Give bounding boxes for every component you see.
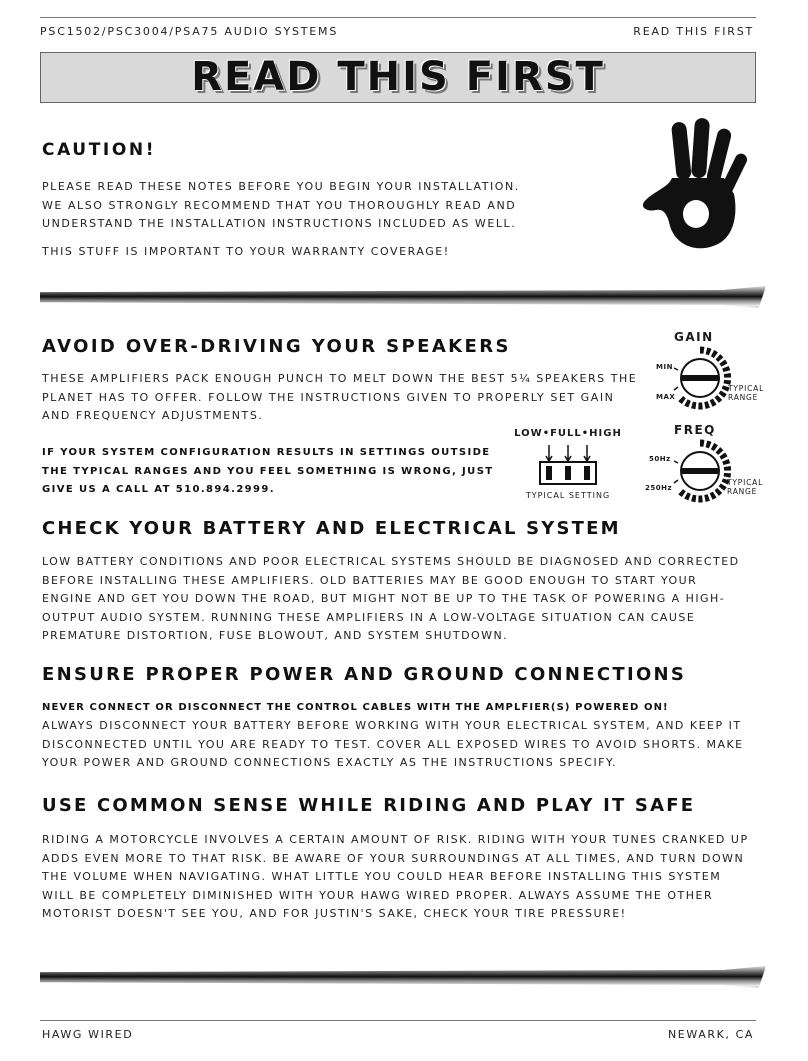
caution-line: PLEASE READ THESE NOTES BEFORE YOU BEGIN YOUR INSTALLATION. [42, 180, 520, 193]
freq-title: FREQ [674, 423, 716, 437]
overdrive-heading: AVOID OVER-DRIVING YOUR SPEAKERS [42, 336, 511, 357]
gain-max-label: MAX [656, 393, 676, 401]
page-header [40, 25, 754, 38]
caution-text [42, 178, 520, 234]
overdrive-line: PLANET HAS TO OFFER. FOLLOW THE INSTRUCTIONS GIVEN TO PROPERLY SET GAIN [42, 390, 615, 404]
overdrive-line: AND FREQUENCY ADJUSTMENTS. [42, 409, 264, 422]
footer-brand: HAWG WIRED [42, 1028, 134, 1041]
gain-knob-icon [668, 346, 732, 410]
hand-stop-icon [638, 118, 750, 256]
header-section: READ THIS FIRST [633, 25, 754, 38]
power-warning: NEVER CONNECT OR DISCONNECT THE CONTROL CABLES WITH THE AMPLFIER(S) POWERED ON! [42, 702, 669, 713]
overdrive-warning [42, 444, 494, 500]
title-banner [40, 52, 756, 103]
riding-line: WILL BE COMPLETELY DIMINISHED WITH YOUR HAWG WIRED PROPER. ALWAYS ASSUME THE OTHER [42, 888, 714, 902]
caution-line: WE ALSO STRONGLY RECOMMEND THAT YOU THOROUGHLY READ AND [42, 198, 517, 212]
riding-line: RIDING A MOTORCYCLE INVOLVES A CERTAIN AMOUNT OF RISK. RIDING WITH YOUR TUNES CRANKED UP [42, 833, 749, 846]
freq-max-label: 250Hz [645, 484, 673, 492]
overdrive-text [42, 370, 637, 426]
divider-bar [40, 966, 766, 988]
battery-text [42, 553, 740, 646]
battery-line: PREMATURE DISTORTION, FUSE BLOWOUT, AND SYSTEM SHUTDOWN. [42, 629, 509, 642]
battery-line: OUTPUT AUDIO SYSTEM. RUNNING THESE AMPLIFIERS IN A LOW-VOLTAGE SITUATION CAN CAUSE [42, 610, 696, 624]
power-line: ALWAYS DISCONNECT YOUR BATTERY BEFORE WORKING WITH YOUR ELECTRICAL SYSTEM, AND KEEP IT [42, 719, 742, 732]
freq-knob-icon [668, 439, 732, 503]
gain-min-label: MIN [656, 363, 673, 371]
header-product: PSC1502/PSC3004/PSA75 AUDIO SYSTEMS [40, 25, 339, 38]
warning-line: THE TYPICAL RANGES AND YOU FEEL SOMETHING IS WRONG, JUST [42, 465, 494, 477]
power-line: YOUR POWER AND GROUND CONNECTIONS EXACTLY AS THE INSTRUCTIONS SPECIFY. [42, 756, 617, 769]
range-text: RANGE [728, 393, 759, 402]
warning-line: GIVE US A CALL AT 510.894.2999. [42, 484, 275, 495]
gain-range-label [728, 384, 764, 402]
battery-line: ENGINE AND GET YOU DOWN THE ROAD, BUT MIGHT NOT BE UP TO THE TASK OF POWERING A HIGH- [42, 592, 726, 605]
footer-location: NEWARK, CA [667, 1028, 754, 1041]
switch-icon [536, 442, 600, 488]
riding-line: THE VOLUME WHEN NAVIGATING. WHAT LITTLE YOU COULD HEAR BEFORE INSTALLING THIS SYSTEM [42, 870, 722, 883]
switch-caption: TYPICAL SETTING [525, 491, 611, 500]
warranty-note: THIS STUFF IS IMPORTANT TO YOUR WARRANTY COVERAGE! [42, 245, 450, 258]
range-text: RANGE [727, 487, 758, 496]
gain-title: GAIN [674, 330, 714, 344]
riding-text [42, 831, 749, 924]
top-rule [40, 17, 756, 18]
battery-heading: CHECK YOUR BATTERY AND ELECTRICAL SYSTEM [42, 518, 621, 539]
power-line: DISCONNECTED UNTIL YOU ARE READY TO TEST. COVER ALL EXPOSED WIRES TO AVOID SHORTS. MAKE [42, 737, 744, 751]
freq-range-label [727, 478, 763, 496]
riding-line: MOTORIST DOESN'T SEE YOU, AND FOR JUSTIN'S SAKE, CHECK YOUR TIRE PRESSURE! [42, 907, 627, 920]
page-title: READ THIS FIRST [191, 54, 605, 100]
page-footer [42, 1028, 754, 1041]
battery-line: LOW BATTERY CONDITIONS AND POOR ELECTRICAL SYSTEMS SHOULD BE DIAGNOSED AND CORRECTED [42, 555, 740, 568]
riding-line: ADDS EVEN MORE TO THAT RISK. BE AWARE OF YOUR SURROUNDINGS AT ALL TIMES, AND TURN DOWN [42, 851, 745, 865]
divider-bar [40, 286, 766, 308]
riding-heading: USE COMMON SENSE WHILE RIDING AND PLAY IT SAFE [42, 795, 696, 816]
caution-line: UNDERSTAND THE INSTALLATION INSTRUCTIONS INCLUDED AS WELL. [42, 217, 517, 230]
freq-min-label: 50Hz [649, 455, 671, 463]
overdrive-line: THESE AMPLIFIERS PACK ENOUGH PUNCH TO MELT DOWN THE BEST 5¼ SPEAKERS THE [42, 372, 638, 385]
range-text: TYPICAL [728, 384, 765, 393]
range-text: TYPICAL [727, 478, 764, 487]
caution-heading: CAUTION! [42, 140, 157, 160]
warning-line: IF YOUR SYSTEM CONFIGURATION RESULTS IN SETTINGS OUTSIDE [42, 447, 491, 458]
battery-line: BEFORE INSTALLING THESE AMPLIFIERS. OLD BATTERIES MAY BE GOOD ENOUGH TO START YOUR [42, 573, 698, 587]
switch-label: LOW•FULL•HIGH [514, 428, 622, 439]
power-heading: ENSURE PROPER POWER AND GROUND CONNECTIONS [42, 664, 687, 685]
bottom-rule [40, 1020, 756, 1021]
power-text [42, 717, 744, 773]
